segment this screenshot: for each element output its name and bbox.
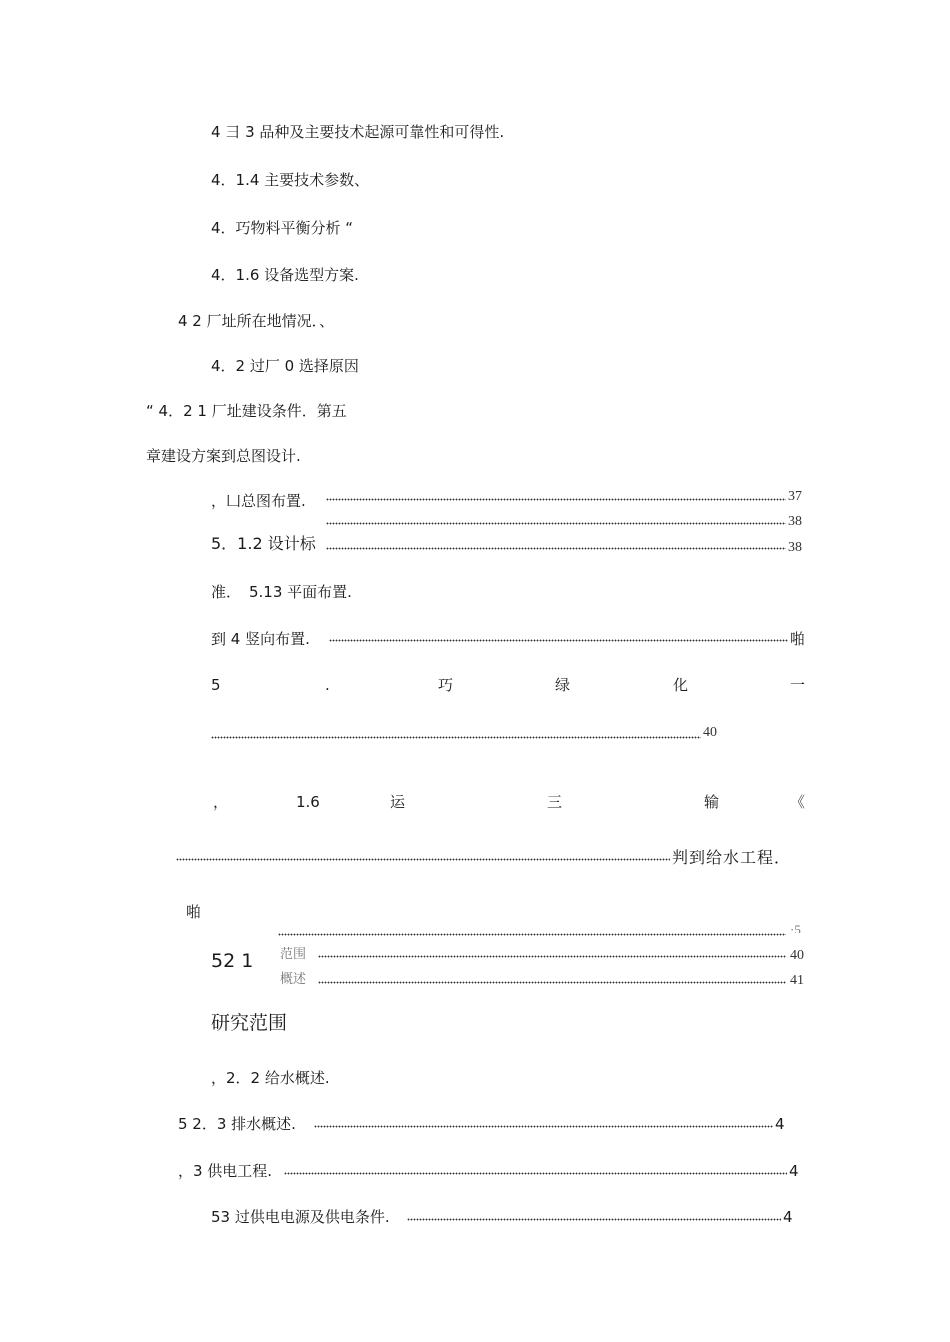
toc-line-5-3-1: 53 过供电电源及供电条件. [211, 1208, 390, 1226]
toc-line-5-3: ，3 供电工程. [178, 1162, 273, 1180]
leader-dots [176, 855, 670, 863]
toc-line-5-1-6-part: 1.6 [296, 793, 320, 811]
leader-dots [278, 930, 786, 938]
toc-line-5-1-3: 5.13 平面布置. [249, 583, 352, 601]
page-number: 37 [788, 489, 802, 504]
leader-dots [314, 1122, 773, 1130]
page-number: ·5 [790, 922, 801, 933]
toc-line-5-2-1: 52 1 [211, 950, 254, 972]
toc-line-4-1-5: 4．巧物料平衡分析 “ [211, 219, 354, 237]
toc-line-5-1-5-part: 5 [211, 676, 221, 694]
toc-line-4-1-3: 4 彐 3 品种及主要技术起源可靠性和可得性. [211, 123, 505, 141]
leader-dots [326, 544, 786, 552]
page-number: 4 [789, 1162, 799, 1180]
toc-line-4-2: 4 2 厂址所在地情况．、 [178, 312, 335, 330]
toc-line-5-2-3: 5 2．3 排水概述. [178, 1115, 296, 1133]
toc-line-4-2-sub: 4．2 过厂 0 选择原因 [211, 357, 359, 375]
toc-line-5-1-6-part: 输 [704, 793, 720, 811]
toc-line-5-1-4: 到 4 竖向布置. [211, 630, 310, 648]
toc-line-5-1-5-part: 一 [790, 676, 806, 694]
leader-dots [211, 733, 701, 741]
leader-dots [318, 952, 786, 960]
toc-line-4-1-4: 4．1.4 主要技术参数、 [211, 171, 370, 189]
toc-line-5-1-5-part: 巧 [438, 676, 454, 694]
page-number: 4 [783, 1208, 793, 1226]
page-number: 38 [788, 514, 802, 529]
toc-line-5-1-6-part: 《 [790, 793, 806, 811]
page-number: 4 [775, 1115, 785, 1133]
toc-line-5-2-1-title: 研究范围 [211, 1012, 288, 1034]
toc-line-chapter-5: 章建设方案到总图设计. [146, 447, 301, 465]
toc-line-4-2-1: “ 4．2 1 厂址建设条件．第五 [146, 402, 347, 420]
toc-line-5-1-5-part: 化 [673, 676, 689, 694]
toc-line-garbled: 啪 [186, 903, 202, 921]
toc-fragment: 范围 [280, 947, 307, 962]
toc-fragment: 概述 [280, 972, 307, 987]
leader-dots [284, 1169, 787, 1177]
toc-line-5-1-6-part: 运 [390, 793, 406, 811]
leader-dots [407, 1215, 781, 1223]
toc-line-5-1-6-part: ， [213, 793, 229, 811]
toc-line-5-1-5-part: . [325, 676, 330, 694]
page-number: 40 [790, 948, 804, 963]
toc-line-4-1-6: 4．1.6 设备选型方案. [211, 266, 359, 284]
toc-line-5-1-2-cont: 准． [211, 583, 242, 601]
leader-dots [326, 519, 786, 527]
leader-dots [329, 636, 788, 644]
toc-line-5-1-2: 5．1.2 设计标 [211, 534, 316, 553]
page-number: 41 [790, 973, 804, 988]
toc-line-5-1-5-part: 绿 [555, 676, 571, 694]
toc-line-5-1-1: ，凵总图布置. [211, 492, 306, 510]
leader-dots [326, 495, 786, 503]
page-number: 啪 [790, 630, 806, 648]
toc-line-5-1-6-part: 三 [547, 793, 563, 811]
toc-line-5-2-2: ，2．2 给水概述. [211, 1069, 330, 1087]
leader-dots [318, 978, 786, 986]
toc-line-5-2: 判到给水工程． [672, 848, 792, 867]
page-number: 38 [788, 540, 802, 555]
page-number: 40 [703, 725, 717, 740]
